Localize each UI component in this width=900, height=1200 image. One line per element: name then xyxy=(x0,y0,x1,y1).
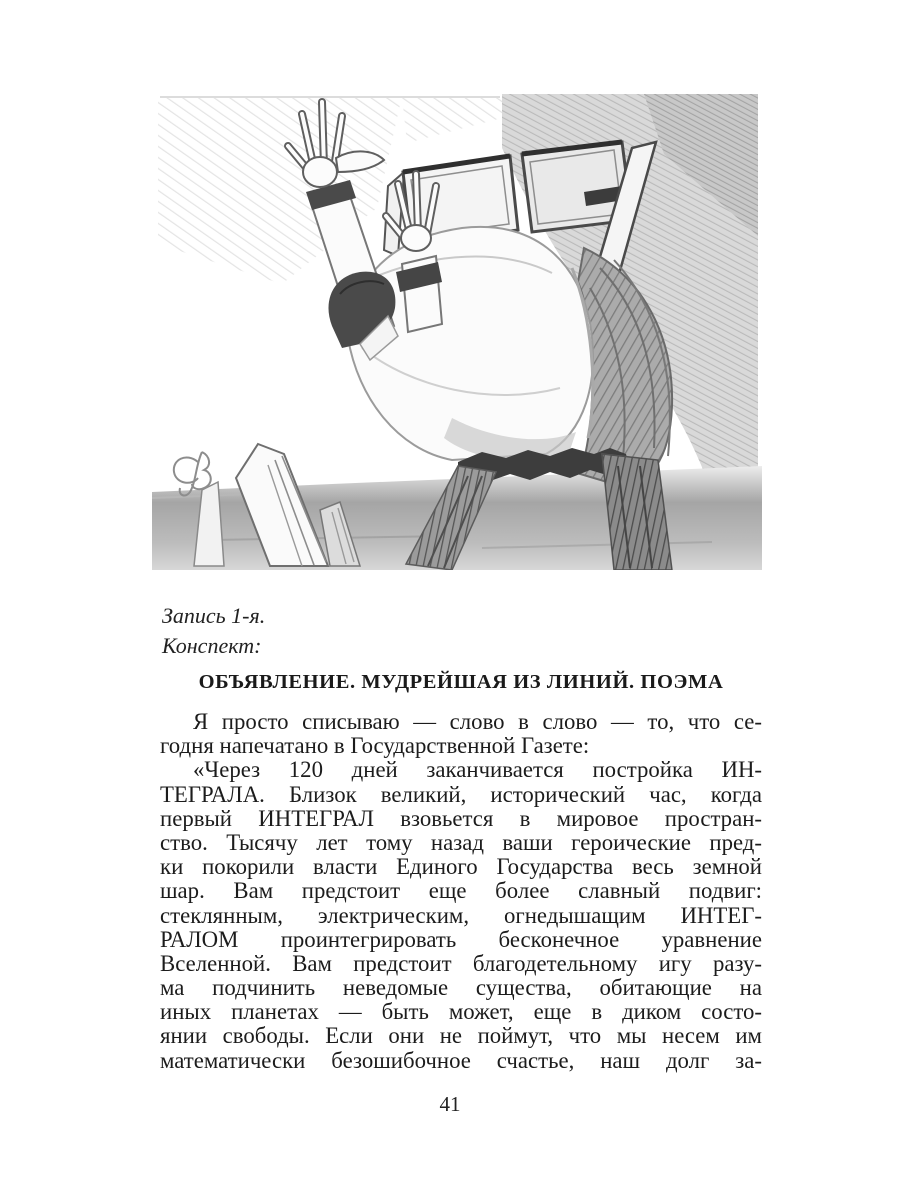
body-line: РАЛОМ проинтегрировать бесконечное уравнение xyxy=(160,927,762,952)
record-number: Запись 1-я. xyxy=(162,603,266,628)
body-line: математически безошибочное счастье, наш долг за- xyxy=(160,1048,762,1073)
chapter-title: ОБЪЯВЛЕНИЕ. МУДРЕЙШАЯ ИЗ ЛИНИЙ. ПОЭМА xyxy=(198,671,724,693)
body-line: шар. Вам предстоит еще более славный подвиг: xyxy=(160,879,762,904)
pencil-drawing xyxy=(152,88,762,570)
body-line: ма подчинить неведомые существа, обитающие на xyxy=(160,976,762,1001)
page-number: 41 xyxy=(439,1092,461,1116)
body-line: ТЕГРАЛА. Близок великий, исторический час, когда xyxy=(160,782,762,807)
record-synopsis-label: Конспект: xyxy=(162,633,262,658)
record-heading-block xyxy=(162,601,265,661)
body-line: Я просто списываю — слово в слово — то, что се- xyxy=(193,710,762,734)
body-line: «Через 120 дней заканчивается постройка ИН- xyxy=(193,758,762,783)
fallen-books xyxy=(194,444,360,566)
body-line: ство. Тысячу лет тому назад ваши героические пред- xyxy=(160,830,762,855)
body-line: первый ИНТЕГРАЛ взовьется в мировое простран- xyxy=(160,806,762,831)
body-line: годня напечатано в Государственной Газете: xyxy=(160,734,590,759)
body-line: янии свободы. Если они не поймут, что мы несем им xyxy=(160,1024,762,1049)
body-text xyxy=(160,710,762,1073)
body-line: ки покорили власти Единого Государства весь земной xyxy=(160,855,762,880)
body-line: Вселенной. Вам предстоит благодетельному игу разу- xyxy=(160,951,762,976)
illustration xyxy=(152,88,762,570)
body-line: иных планетах — быть может, еще в диком состо- xyxy=(160,1000,762,1025)
body-line: стеклянным, электрическим, огнедышащим ИНТЕГ- xyxy=(160,903,762,928)
